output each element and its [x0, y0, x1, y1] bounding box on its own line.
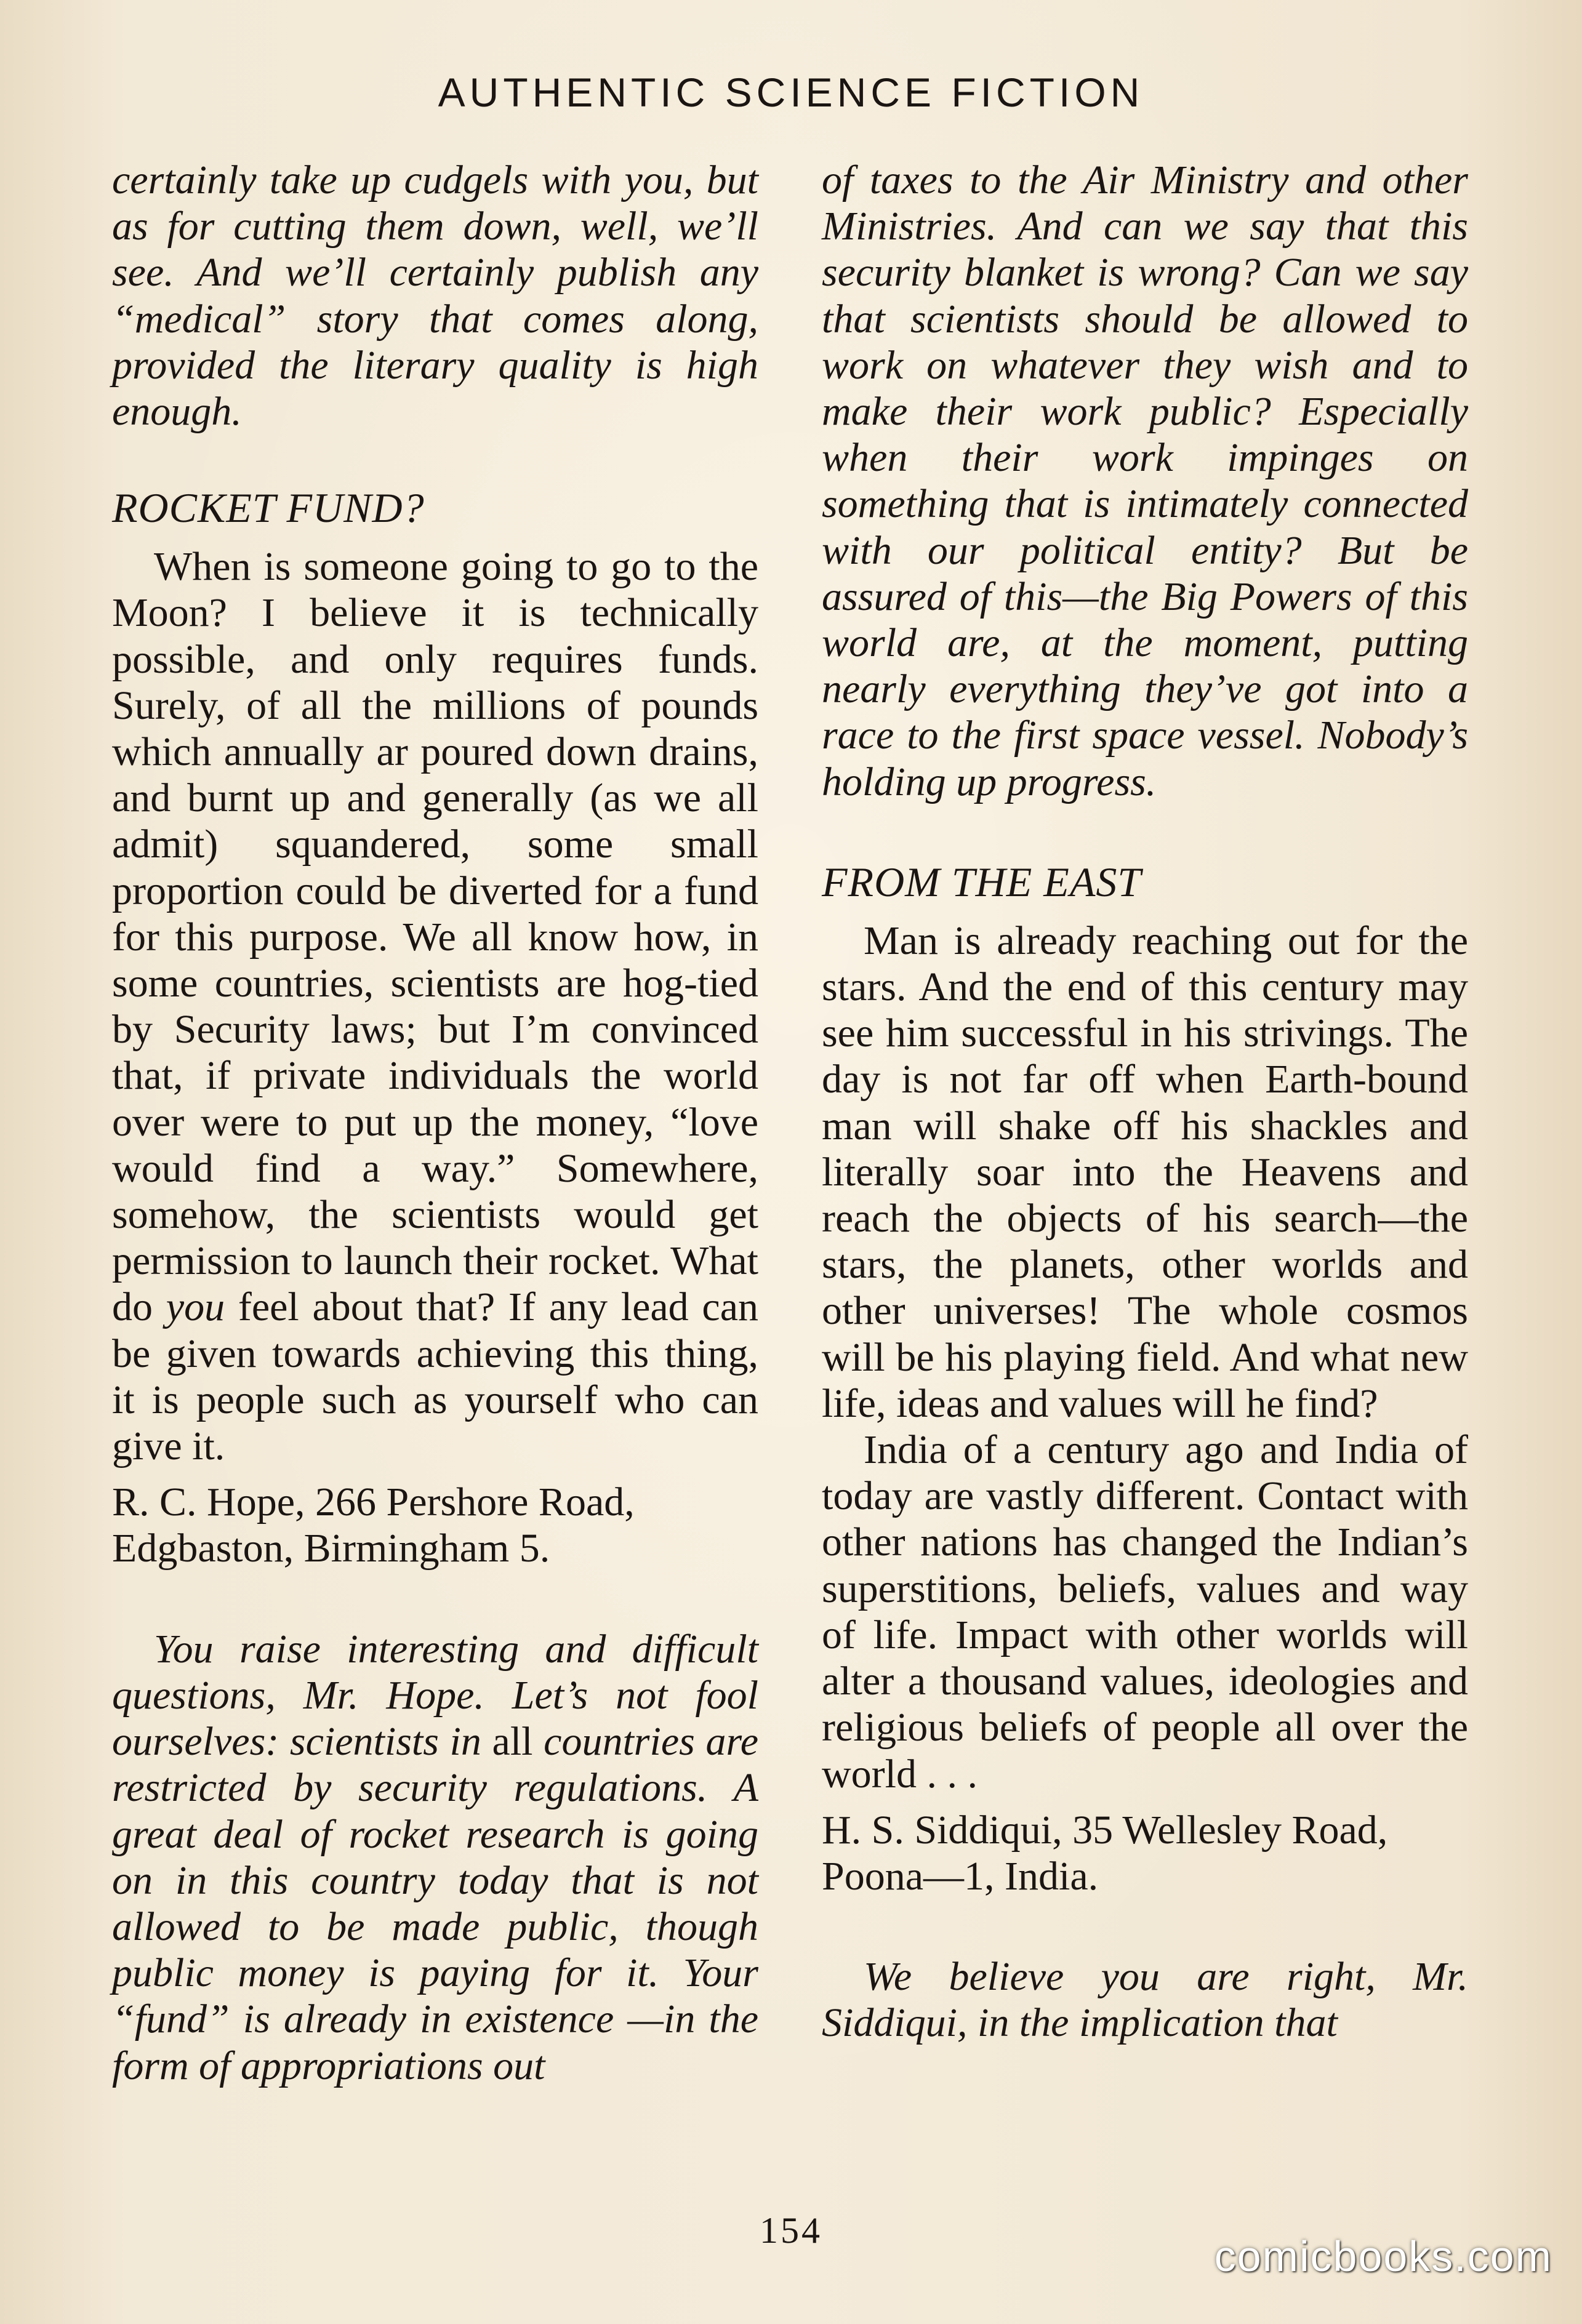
editor-reply-continued-right: of taxes to the Air Ministry and other Ministries. And can we say that this security blanket is wrong? Can we say that scientists should be allowed to work on whatever they wish and to make their work public? Especially when their work impinges on something that is intimately connected with our political entity? But be assured of this—the Big Powers of this world are, at the moment, putting nearly everything they’ve got into a race to the first space vessel. Nobody’s holding up progress. [822, 158, 1468, 804]
reply-part-2: countries are restricted by security regulations. A great deal of rocket research is going on in this country today that is not allowed to be made public, though public money is paying for it. Your “fund” is already in existence —in the form of appropriations out [112, 1719, 758, 2088]
reply-roman-word: all [481, 1719, 544, 1765]
letter-body-east-para-1: Man is already reaching out for the stars. And the end of this century may see him successful in his strivings. The day is not far off when Earth-bound man will shake off his shackles and literally soar into the Heavens and reach the objects of his search—the stars, the planets, other worlds and other universes! The whole cosmos will be his playing field. And what new life, ideas and values will he find? [822, 918, 1468, 1426]
running-head: AUTHENTIC SCIENCE FICTION [438, 70, 1144, 115]
watermark: comicbooks.com [1214, 2232, 1552, 2280]
reply-part-1: You raise interesting and difficult questions, Mr. Hope. Let’s not fool ourselves: scientists in [112, 1626, 758, 1765]
left-column [112, 157, 758, 2089]
editor-reply-siddiqui: We believe you are right, Mr. Siddiqui, in the implication that [822, 1954, 1468, 2046]
signature-hope-line-1: R. C. Hope, 266 Pershore Road, [112, 1480, 635, 1525]
editor-reply-hope [112, 1626, 758, 2089]
editor-reply-continued: certainly take up cudgels with you, but as for cutting them down, well, we’ll see. And we’ll certainly publish any “medical” story that comes along, provided the literary quality is high enough. [112, 158, 758, 435]
right-column [822, 157, 1468, 2046]
letter-body-part-1: When is someone going to go to the Moon? I believe it is technically possible, and only requires funds. Surely, of all the millions of pounds which annually ar poured down drains, and burnt up and generally (as we all admit) squandered, some small proportion could be diverted for a fund for this purpose. We all know how, in some countries, scientists are hog-tied by Security laws; but I’m convinced that, if private individuals the world over were to put up the money, “love would find a way.” Somewhere, somehow, the scientists would get permission to launch their rocket. What do [112, 544, 758, 1330]
signature-siddiqui-line-2: Poona—1, India. [822, 1853, 1099, 1899]
letter-body-emphasis: you [166, 1284, 225, 1330]
letter-body-part-2: feel about that? If any lead can be given towards achieving this thing, it is people such as yourself who can give it. [112, 1284, 759, 1469]
letter-body-rocket-fund [112, 543, 758, 1469]
letter-body-east-para-2: India of a century ago and India of today are vastly different. Contact with other nations has changed the Indian’s superstitions, beliefs, values and way of life. Impact with other worlds will alter a thousand values, ideologies and religious beliefs of people all over the world . . . [822, 1427, 1468, 1797]
letter-heading-from-the-east: FROM THE EAST [822, 858, 1142, 905]
signature-siddiqui-line-1: H. S. Siddiqui, 35 Wellesley Road, [822, 1807, 1388, 1853]
letter-heading-rocket-fund: ROCKET FUND? [112, 484, 425, 532]
signature-hope-line-2: Edgbaston, Birmingham 5. [112, 1526, 550, 1571]
page-number: 154 [760, 2210, 822, 2251]
